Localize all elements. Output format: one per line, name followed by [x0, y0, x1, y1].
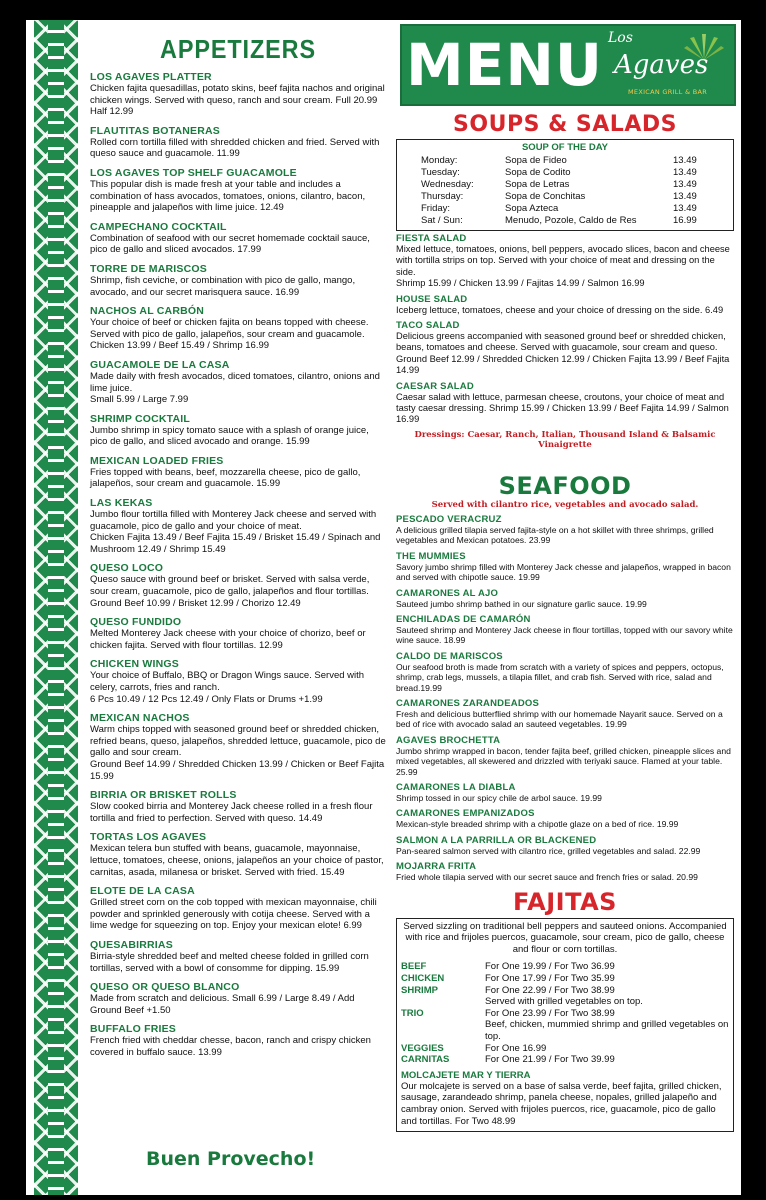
appetizer-item	[90, 71, 386, 118]
soup-price: 13.49	[673, 155, 697, 166]
seafood-item	[396, 551, 734, 583]
soup-day: Friday:	[421, 203, 451, 214]
fajita-price-text: For One 16.99	[485, 1042, 547, 1054]
appetizer-name: BUFFALO FRIES	[90, 1023, 177, 1036]
soup-day: Tuesday:	[421, 167, 460, 178]
fajita-price-text: For One 21.99 / For Two 39.99	[485, 1054, 615, 1066]
fajitas-intro: Served sizzling on traditional bell peppers and sauteed onions. Accompanied with rice and frijoles puercos, guacamole, sour cream, pico de gallo, cheese and flour or corn tortillas.	[403, 920, 727, 955]
fajita-label: VEGGIES	[401, 1042, 444, 1054]
appetizer-name: TORRE DE MARISCOS	[90, 262, 207, 275]
appetizer-item	[90, 221, 386, 256]
seafood-item	[396, 614, 734, 646]
appetizer-item	[90, 616, 386, 651]
appetizer-name: NACHOS AL CARBÓN	[90, 305, 205, 318]
seafood-description: Sauteed jumbo shrimp bathed in our signature garlic sauce. 19.99	[396, 598, 647, 609]
appetizer-item	[90, 167, 386, 214]
seafood-description: Fresh and delicious butterflied shrimp with our homemade Nayarit sauce. Served on a bed of rice with avocado salad an sauteed vegetables. 19.99	[396, 708, 723, 730]
fajita-row	[401, 973, 729, 985]
menu-page	[26, 20, 741, 1195]
soup-name: Sopa de Fideo	[505, 155, 567, 166]
seafood-name: CAMARONES EMPANIZADOS	[396, 808, 535, 820]
appetizer-description: Mexican telera bun stuffed with beans, guacamole, mayonnaise, lettuce, tomatoes, cheese, onions, jalapeños an your choice of pastor, carnitas, asada, milanesa or brisket. Served with fried. 15.49	[90, 843, 384, 878]
soup-day: Thursday:	[421, 191, 464, 202]
appetizer-item	[90, 939, 386, 974]
appetizer-name: MEXICAN NACHOS	[90, 712, 190, 725]
seafood-description: Pan-seared salmon served with cilantro rice, grilled vegetables and salad. 22.99	[396, 845, 701, 856]
fajita-row	[401, 1043, 729, 1055]
fajita-row	[401, 996, 729, 1008]
appetizer-description: Queso sauce with ground beef or brisket. Served with salsa verde, sour cream, guacamole, pico de gallo, jalapeños and flour tortillas. Ground Beef 10.99 / Brisket 12.99 / Chorizo 12.49	[90, 574, 370, 609]
appetizer-description: French fried with cheddar chesse, bacon, ranch and crispy chicken covered in buffalo sauce. 13.99	[90, 1035, 371, 1058]
appetizer-description: Slow cooked birria and Monterey Jack cheese rolled in a fresh flour tortilla and fried to perfection. Served with queso. 14.49	[90, 801, 373, 824]
soup-day: Sat / Sun:	[421, 215, 463, 226]
appetizer-description: Made from scratch and delicious. Small 6.99 / Large 8.49 / Add Ground Beef +1.50	[90, 993, 355, 1016]
fajitas-title: FAJITAS	[513, 887, 617, 916]
seafood-description: Mexican-style breaded shrimp with a chipotle glaze on a bed of rice. 19.99	[396, 819, 679, 830]
appetizer-item	[90, 359, 386, 406]
salad-name: FIESTA SALAD	[396, 233, 467, 244]
soup-day-list	[397, 155, 733, 227]
right-column	[396, 112, 734, 1132]
fajita-row	[401, 1054, 729, 1066]
appetizer-description: Combination of seafood with our secret homemade cocktail sauce, pico de gallo and sliced avocados. 17.99	[90, 232, 370, 256]
salad-description: Mixed lettuce, tomatoes, onions, bell peppers, avocado slices, bacon and cheese with tortilla strips on top. Served with your choice of meat and dressing on the side. Shrimp 15.99 / Chicken 13.99 / Fajitas 14.99 / Salmon 16.99	[396, 244, 730, 289]
seafood-item	[396, 808, 734, 829]
appetizer-item	[90, 658, 386, 705]
seafood-description: Savory jumbo shrimp filled with Monterey Jack chesse and jalapeños, wrapped in bacon and served with chipotle sauce. 19.99	[396, 561, 731, 583]
appetizer-item	[90, 305, 386, 352]
appetizer-description: Warm chips topped with seasoned ground beef or shredded chicken, refried beans, queso, jalapeños, shredded lettuce, guacamole, pico de gallo and sour cream. Ground Beef 14.99 / Shredded Chicken 13.99 / Chicken or Beef Fajita 15.99	[90, 724, 386, 782]
appetizer-item	[90, 413, 386, 448]
appetizer-description: Fries topped with beans, beef, mozzarella cheese, pico de gallo, jalapeños, sour cream and guacamole. 15.99	[90, 466, 361, 490]
appetizer-name: TORTAS LOS AGAVES	[90, 831, 207, 844]
seafood-item	[396, 651, 734, 693]
appetizer-name: BIRRIA OR BRISKET ROLLS	[90, 789, 237, 802]
soups-salads-title: SOUPS & SALADS	[453, 112, 677, 137]
soup-day: Monday:	[421, 155, 458, 166]
soup-price: 13.49	[673, 167, 697, 178]
los-agaves-logo	[598, 28, 734, 104]
soup-of-the-day-box	[396, 139, 734, 231]
seafood-item	[396, 698, 734, 730]
appetizer-item	[90, 497, 386, 555]
soup-price: 13.49	[673, 203, 697, 214]
seafood-description: Fried whole tilapia served with our secret sauce and french fries or salad. 20.99	[396, 872, 698, 883]
fajita-row	[401, 1008, 729, 1020]
appetizer-description: This popular dish is made fresh at your table and includes a combination of hass avocados, tomatoes, onions, cilantro, bacon, pineapple and jalapeños with lime juice. 12.49	[90, 178, 366, 214]
soup-name: Menudo, Pozole, Caldo de Res	[505, 215, 637, 226]
appetizer-item	[90, 712, 386, 782]
salad-description: Iceberg lettuce, tomatoes, cheese and your choice of dressing on the side. 6.49	[396, 304, 724, 315]
appetizer-description: Made daily with fresh avocados, diced tomatoes, cilantro, onions and lime juice. Small 5.99 / Large 7.99	[90, 370, 380, 406]
salad-list	[396, 233, 734, 426]
soup-name: Sopa Azteca	[505, 203, 559, 214]
fajita-label: SHRIMP	[401, 984, 438, 996]
appetizer-item	[90, 831, 386, 878]
fajita-price-text: Served with grilled vegetables on top.	[485, 996, 643, 1008]
fajita-row	[401, 961, 729, 973]
logo-subtitle: MEXICAN GRILL & BAR	[628, 88, 708, 96]
salad-item	[396, 294, 734, 316]
seafood-name: THE MUMMIES	[396, 550, 466, 562]
salad-item	[396, 320, 734, 377]
fajita-label: TRIO	[401, 1007, 424, 1019]
fajita-label: CHICKEN	[401, 972, 445, 984]
appetizer-description: Rolled corn tortilla filled with shredded chicken and fried. Served with queso sauce and guacamole. 11.99	[90, 136, 380, 160]
appetizer-description: Jumbo shrimp in spicy tomato sauce with a splash of orange juice, pico de gallo, and sliced avocado and orange. 15.99	[90, 424, 369, 448]
appetizer-name: CHICKEN WINGS	[90, 658, 179, 671]
decorative-border	[34, 20, 78, 1195]
seafood-name: SALMON A LA PARRILLA OR BLACKENED	[396, 834, 597, 846]
seafood-item	[396, 782, 734, 803]
salad-description: Delicious greens accompanied with seasoned ground beef or shredded chicken, beans, tomatoes and cheese. Served with guacamole, sour cream and queso. Ground Beef 12.99 / Shredded Chicken 12.99 / Chicken Fajita 13.99 / Beef Fajita 14.99	[396, 331, 730, 376]
soup-of-the-day-title: SOUP OF THE DAY	[521, 142, 609, 153]
appetizer-description: Melted Monterey Jack cheese with your choice of chorizo, beef or chicken fajita. Served with flour tortillas. 12.99	[90, 628, 366, 651]
appetizer-name: MEXICAN LOADED FRIES	[90, 454, 224, 467]
appetizer-description: Your choice of beef or chicken fajita on beans topped with cheese. Served with pico de gallo, jalapeños, sour cream and guacamole. Chicken 13.99 / Beef 15.49 / Shrimp 16.99	[90, 317, 369, 352]
molcajete-name: MOLCAJETE MAR Y TIERRA	[401, 1069, 531, 1081]
molcajete-description: Our molcajete is served on a base of salsa verde, beef fajita, grilled chicken, sausage, zarandeado shrimp, panela cheese, nopales, grilled jalapeño and cambray onion. Served with frijoles puercos, rice, guacamole, pico de gallo and tortillas. For Two 48.99	[401, 1080, 722, 1127]
menu-title: MENU	[406, 31, 603, 99]
appetizer-description: Grilled street corn on the cob topped with mexican mayonnaise, chili powder and sprinkled generously with cotija cheese. Served with a lime wedge for squeezing on top. Enjoy your mexican elote! 6.99	[90, 897, 377, 932]
seafood-name: ENCHILADAS DE CAMARÓN	[396, 613, 531, 625]
soup-day-row	[397, 215, 733, 227]
appetizer-item	[90, 125, 386, 160]
soup-name: Sopa de Conchitas	[505, 191, 586, 202]
seafood-item	[396, 735, 734, 777]
appetizer-name: QUESO FUNDIDO	[90, 616, 182, 629]
seafood-description: A delicious grilled tilapia served fajita-style on a hot skillet with three shrimps, grilled vegetables and Mexican potatoes. 23.99	[396, 524, 714, 546]
appetizer-name: CAMPECHANO COCKTAIL	[90, 220, 227, 233]
fajita-price-text: For One 22.99 / For Two 38.99	[485, 984, 615, 996]
seafood-item	[396, 861, 734, 882]
soup-name: Sopa de Letras	[505, 179, 570, 190]
fajita-label: BEEF	[401, 961, 427, 973]
soup-day-row	[397, 191, 733, 203]
seafood-name: CALDO DE MARISCOS	[396, 650, 503, 662]
appetizer-item	[90, 885, 386, 932]
appetizer-name: SHRIMP COCKTAIL	[90, 412, 191, 425]
appetizer-name: QUESO LOCO	[90, 562, 164, 575]
appetizer-item	[90, 562, 386, 609]
appetizer-list	[90, 71, 386, 1058]
appetizer-description: Your choice of Buffalo, BBQ or Dragon Wings sauce. Served with celery, carrots, fries and ranch. 6 Pcs 10.49 / 12 Pcs 12.49 / Only Flats or Drums +1.99	[90, 670, 365, 705]
seafood-description: Shrimp tossed in our spicy chile de arbol sauce. 19.99	[396, 792, 602, 803]
seafood-item	[396, 514, 734, 546]
soup-name: Sopa de Codito	[505, 167, 571, 178]
appetizer-name: QUESABIRRIAS	[90, 938, 173, 951]
fajita-price-list	[401, 961, 729, 1065]
soup-day-row	[397, 167, 733, 179]
fajita-price-text: For One 19.99 / For Two 36.99	[485, 961, 615, 973]
fajitas-box	[396, 918, 734, 1133]
fajita-row	[401, 985, 729, 997]
fajita-row	[401, 1019, 729, 1042]
seafood-description: Our seafood broth is made from scratch with a variety of spices and peppers, octopus, shrimp, crab legs, mussels, a tilapia fillet, and crab fish. Served with rice, salad and bread.19.99	[396, 661, 724, 693]
soup-day-row	[397, 203, 733, 215]
appetizer-name: LOS AGAVES PLATTER	[90, 71, 212, 83]
seafood-name: AGAVES BROCHETTA	[396, 734, 501, 746]
fajita-price-text: Beef, chicken, mummied shrimp and grilled vegetables on top.	[485, 1019, 729, 1042]
appetizer-name: LOS AGAVES TOP SHELF GUACAMOLE	[90, 166, 297, 179]
salad-name: TACO SALAD	[396, 320, 460, 332]
soup-price: 13.49	[673, 179, 697, 190]
appetizer-description: Jumbo flour tortilla filled with Monterey Jack cheese and served with guacamole, pico de gallo and your choice of meat. Chicken Fajita 13.49 / Beef Fajita 15.49 / Brisket 15.49 / Spinach and Mushroom 12.49 / Shrimp 15.49	[90, 509, 381, 555]
appetizer-item	[90, 789, 386, 824]
salad-item	[396, 233, 734, 290]
seafood-name: MOJARRA FRITA	[396, 861, 477, 873]
soup-price: 16.99	[673, 215, 697, 226]
seafood-title: SEAFOOD	[498, 471, 632, 500]
logo-agaves-text: Agaves	[614, 50, 709, 80]
appetizer-name: LAS KEKAS	[90, 497, 153, 510]
seafood-item	[396, 588, 734, 609]
appetizers-section	[90, 34, 386, 1065]
seafood-list	[396, 514, 734, 883]
appetizer-item	[90, 1023, 386, 1058]
seafood-name: CAMARONES LA DIABLA	[396, 781, 516, 793]
soup-day: Wednesday:	[421, 179, 474, 190]
salad-name: CAESAR SALAD	[396, 380, 474, 392]
appetizer-description: Shrimp, fish ceviche, or combination with pico de gallo, mango, avocado, and our secret marisquera sauce. 16.99	[90, 274, 356, 298]
seafood-item	[396, 835, 734, 856]
appetizer-description: Chicken fajita quesadillas, potato skins, beef fajita nachos and original chicken wings. Served with queso, ranch and sour cream. Full 20.99 Half 12.99	[90, 83, 385, 118]
fajita-label: CARNITAS	[401, 1054, 450, 1066]
seafood-description: Jumbo shrimp wrapped in bacon, tender fajita beef, grilled chicken, pineapple slices and mixed vegetables, all skewered and drizzled with teriyaki sauce. Flamed at your table. 25.99	[396, 745, 731, 777]
seafood-description: Sauteed shrimp and Monterey Jack cheese in flour tortillas, topped with our savory white wine sauce. 18.99	[396, 624, 733, 646]
appetizer-item	[90, 981, 386, 1016]
soup-day-row	[397, 179, 733, 191]
appetizer-name: ELOTE DE LA CASA	[90, 885, 195, 898]
fajita-label	[401, 996, 485, 1008]
appetizer-item	[90, 263, 386, 298]
appetizers-title: APPETIZERS	[160, 34, 316, 64]
salad-description: Caesar salad with lettuce, parmesan cheese, croutons, your choice of meat and tasty caesar dressing. Shrimp 15.99 / Chicken 13.99 / Beef Fajita 14.99 / Salmon 16.99	[396, 391, 729, 425]
fajita-price-text: For One 17.99 / For Two 35.99	[485, 972, 615, 984]
soup-day-row	[397, 155, 733, 167]
fajita-label	[401, 1019, 485, 1042]
seafood-name: CAMARONES ZARANDEADOS	[396, 697, 540, 709]
buen-provecho-text: Buen Provecho!	[146, 1148, 316, 1170]
logo-los-text: Los	[608, 30, 633, 46]
salad-name: HOUSE SALAD	[396, 293, 468, 305]
fajita-price-text: For One 23.99 / For Two 38.99	[485, 1007, 615, 1019]
appetizer-name: FLAUTITAS BOTANERAS	[90, 124, 220, 137]
appetizer-description: Birria-style shredded beef and melted cheese folded in grilled corn tortillas, served with a bowl of consomme for dipping. 15.99	[90, 950, 369, 974]
soup-price: 13.49	[673, 191, 697, 202]
appetizer-name: GUACAMOLE DE LA CASA	[90, 358, 230, 371]
dressings-note: Dressings: Caesar, Ranch, Italian, Thousand Island & Balsamic Vinaigrette	[414, 429, 716, 450]
appetizer-name: QUESO OR QUESO BLANCO	[90, 981, 240, 994]
seafood-name: CAMARONES AL AJO	[396, 587, 499, 599]
seafood-name: PESCADO VERACRUZ	[396, 513, 502, 525]
appetizer-item	[90, 455, 386, 490]
salad-item	[396, 381, 734, 426]
seafood-subtitle: Served with cilantro rice, vegetables and avocado salad.	[431, 499, 699, 510]
menu-header	[400, 24, 736, 106]
